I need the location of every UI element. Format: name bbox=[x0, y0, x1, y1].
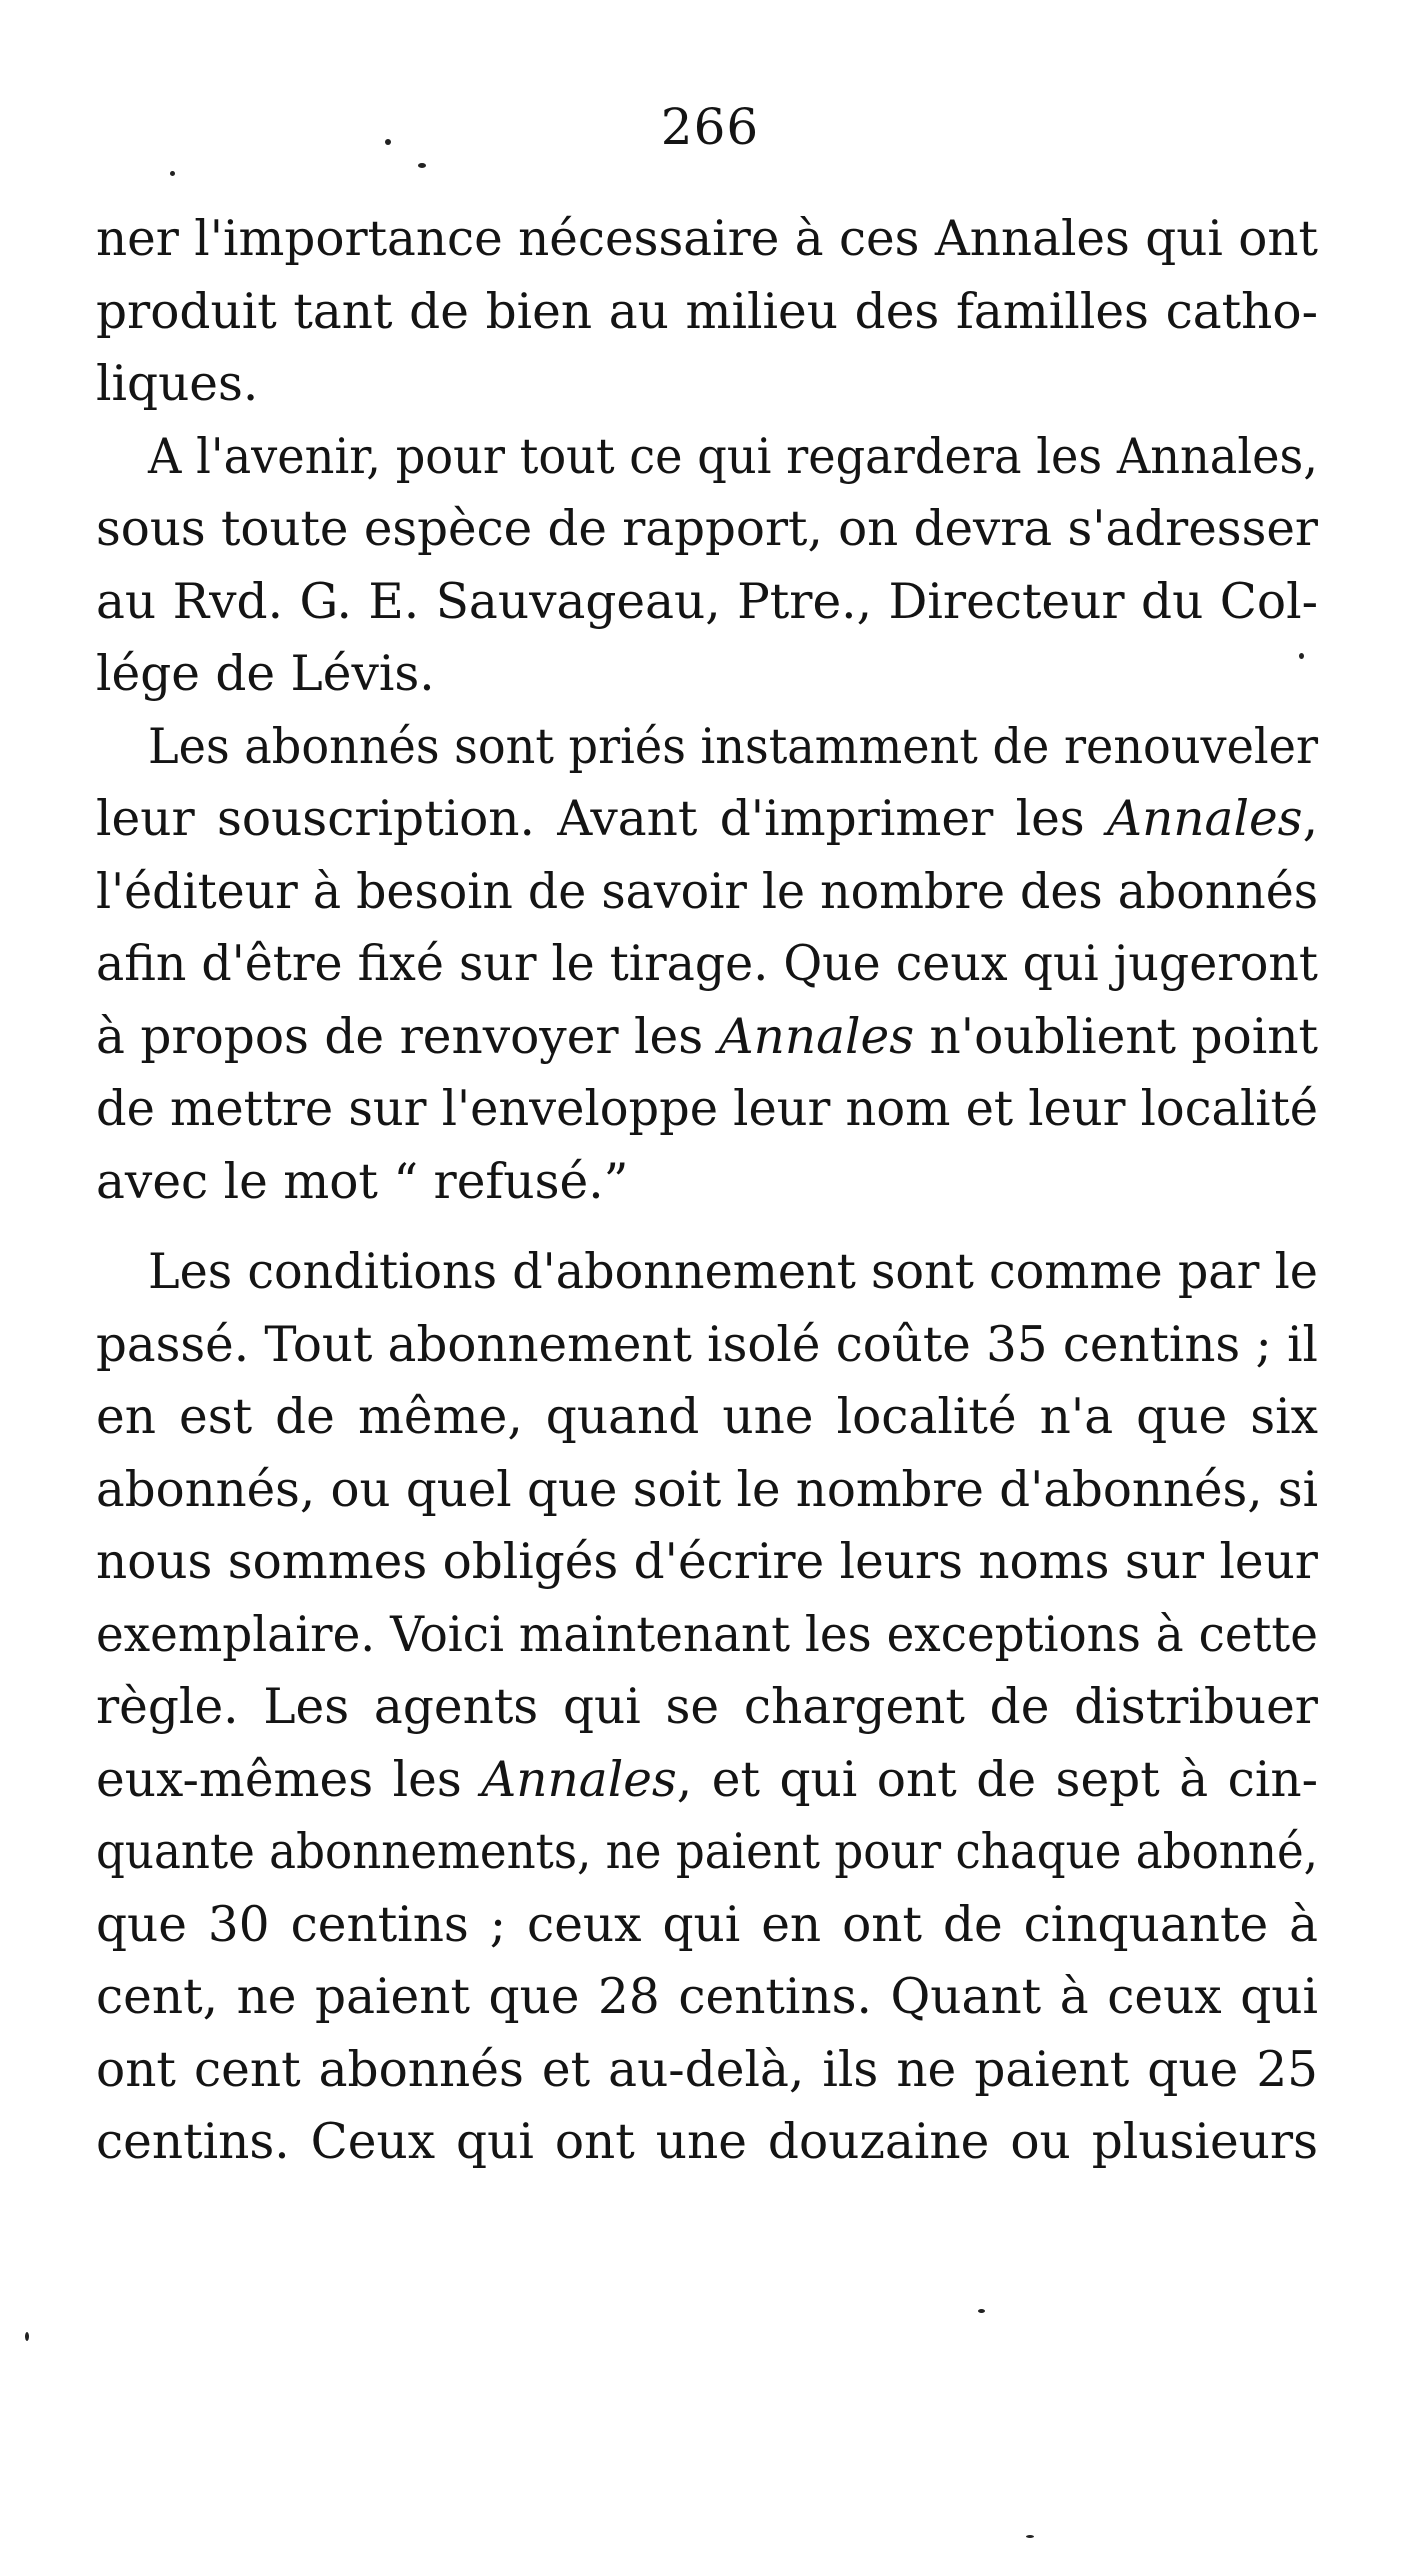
text-line bbox=[96, 1073, 1318, 1146]
text-line bbox=[96, 2034, 1318, 2107]
ink-speck bbox=[25, 2332, 29, 2341]
text-line bbox=[96, 638, 1318, 711]
line-text: eux-mêmes les Annales, et qui ont de sept à cin- bbox=[96, 1751, 1318, 1808]
text-line bbox=[96, 1671, 1318, 1744]
text-line bbox=[96, 1599, 1318, 1672]
ink-speck bbox=[1026, 2535, 1034, 2538]
line-text: en est de même, quand une localité n'a que six bbox=[96, 1389, 1318, 1445]
text-line bbox=[96, 1526, 1318, 1599]
line-text: Les conditions d'abonnement sont comme par le bbox=[148, 1244, 1318, 1300]
text-line bbox=[96, 203, 1318, 276]
line-text: au Rvd. G. E. Sauvageau, Ptre., Directeur du Col- bbox=[96, 573, 1318, 630]
text-line bbox=[96, 1001, 1318, 1074]
line-text: à propos de renvoyer les Annales n'oublient point bbox=[96, 1008, 1318, 1065]
text-line bbox=[96, 1381, 1318, 1454]
text-line bbox=[96, 711, 1318, 784]
line-text: liques. bbox=[96, 356, 259, 412]
text-line bbox=[96, 1236, 1318, 1309]
line-text: sous toute espèce de rapport, on devra s'adresser bbox=[96, 501, 1318, 557]
text-line bbox=[96, 1146, 1318, 1219]
line-text: de mettre sur l'enveloppe leur nom et leur localité bbox=[96, 1081, 1319, 1137]
ink-speck bbox=[978, 2309, 985, 2313]
ink-speck bbox=[418, 163, 426, 168]
text-line bbox=[96, 928, 1318, 1001]
text-line bbox=[96, 1454, 1318, 1527]
text-line bbox=[96, 276, 1318, 349]
text-line bbox=[96, 566, 1318, 639]
text-line bbox=[96, 1961, 1318, 2034]
text-line bbox=[96, 1889, 1318, 1962]
line-text: nous sommes obligés d'écrire leurs noms sur leur bbox=[96, 1534, 1318, 1590]
body-text bbox=[96, 203, 1318, 2179]
line-text: que 30 centins ; ceux qui en ont de cinquante à bbox=[96, 1896, 1319, 1953]
text-line bbox=[96, 421, 1318, 494]
line-text: leur souscription. Avant d'imprimer les Annales, bbox=[96, 791, 1318, 847]
text-line bbox=[96, 1309, 1318, 1382]
line-text: ner l'importance nécessaire à ces Annales qui ont bbox=[96, 211, 1318, 267]
paragraph-gap bbox=[96, 1218, 1318, 1236]
text-line bbox=[96, 783, 1318, 856]
line-text: avec le mot “ refusé.” bbox=[96, 1153, 629, 1210]
line-text: abonnés, ou quel que soit le nombre d'abonnés, si bbox=[96, 1461, 1318, 1518]
text-line bbox=[96, 856, 1318, 929]
text-line bbox=[96, 1816, 1318, 1889]
text-line bbox=[96, 493, 1318, 566]
line-text: cent, ne paient que 28 centins. Quant à ceux qui bbox=[96, 1969, 1319, 2025]
line-text: passé. Tout abonnement isolé coûte 35 centins ; il bbox=[96, 1316, 1318, 1373]
paragraph bbox=[96, 203, 1318, 421]
line-text: A l'avenir, pour tout ce qui regardera les Annales, bbox=[148, 428, 1318, 485]
line-text: lége de Lévis. bbox=[96, 646, 435, 702]
italic-title: Annales bbox=[481, 1751, 677, 1808]
line-text: afin d'être fixé sur le tirage. Que ceux qui jugeront bbox=[96, 936, 1318, 992]
paragraph bbox=[96, 711, 1318, 1219]
line-text: quante abonnements, ne paient pour chaque abonné, bbox=[96, 1824, 1319, 1880]
line-text: exemplaire. Voici maintenant les exceptions à cette bbox=[96, 1606, 1318, 1663]
line-text: règle. Les agents qui se chargent de distribuer bbox=[96, 1679, 1318, 1735]
ink-speck bbox=[385, 139, 391, 145]
line-text: l'éditeur à besoin de savoir le nombre des abonnés bbox=[96, 863, 1319, 920]
italic-title: Annales bbox=[718, 1008, 915, 1065]
paragraph bbox=[96, 421, 1318, 711]
text-line bbox=[96, 348, 1318, 421]
ink-speck bbox=[170, 171, 175, 176]
line-text: ont cent abonnés et au-delà, ils ne paient que 25 bbox=[96, 2041, 1319, 2098]
page-number: 266 bbox=[660, 98, 760, 156]
line-text: produit tant de bien au milieu des familles catho- bbox=[96, 283, 1318, 340]
italic-title: Annales bbox=[1107, 791, 1303, 847]
line-text: centins. Ceux qui ont une douzaine ou plusieurs bbox=[96, 2114, 1318, 2170]
line-text: Les abonnés sont priés instamment de renouveler bbox=[148, 718, 1319, 775]
text-line bbox=[96, 1744, 1318, 1817]
paragraph bbox=[96, 1236, 1318, 2179]
text-line bbox=[96, 2106, 1318, 2179]
